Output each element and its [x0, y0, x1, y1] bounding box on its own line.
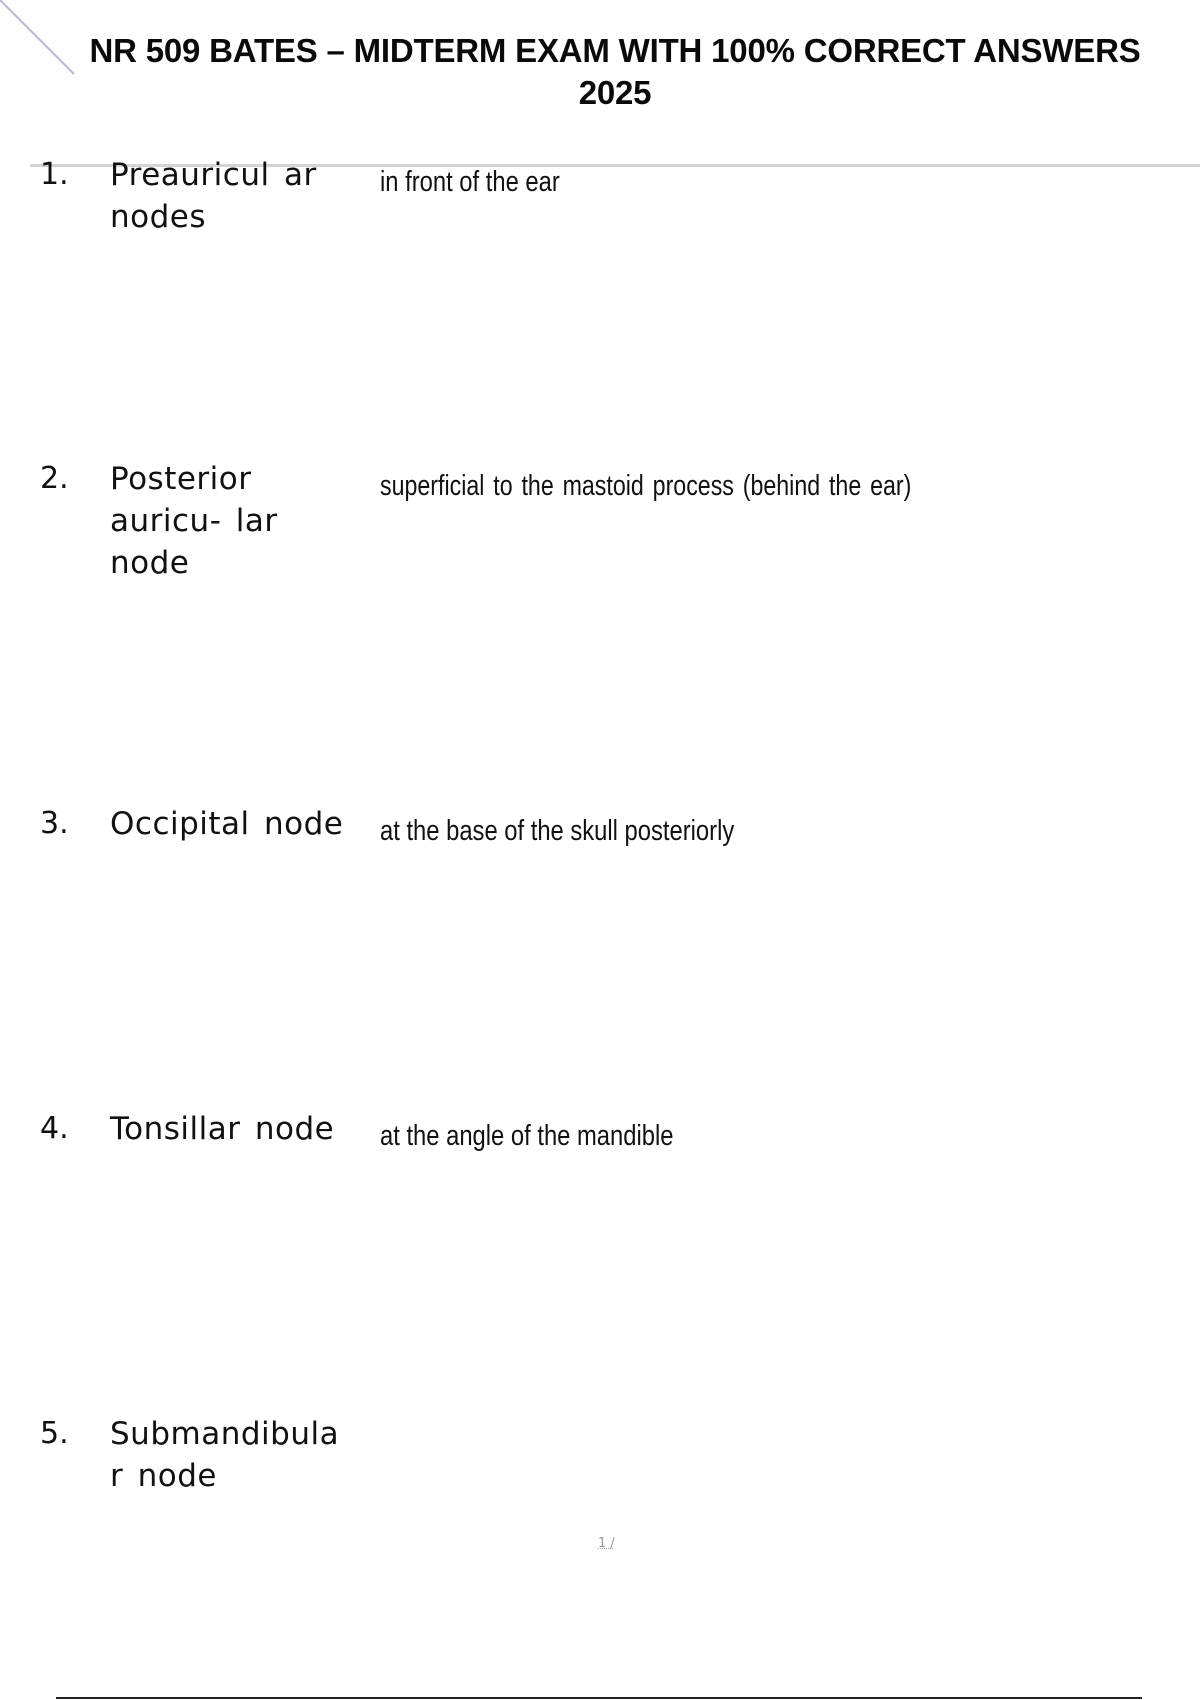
- page-number: 1 /: [598, 1536, 615, 1551]
- question-answer: at the angle of the mandible: [380, 1120, 674, 1152]
- question-number: 3.: [40, 806, 69, 841]
- question-answer: at the base of the skull posteriorly: [380, 815, 735, 847]
- question-term: Submandibula r node: [110, 1416, 340, 1494]
- question-term: Preauricul ar nodes: [110, 157, 317, 235]
- question-answer: in front of the ear: [380, 166, 560, 198]
- footer-divider: [56, 1697, 1142, 1699]
- document-title: [30, 30, 1200, 114]
- question-answer: superficial to the mastoid process (behind the ear): [380, 470, 912, 502]
- title-line-1: NR 509 BATES – MIDTERM EXAM WITH 100% CORRECT ANSWERS: [89, 32, 1141, 69]
- title-line-2: 2025: [578, 74, 652, 111]
- question-number: 1.: [40, 157, 69, 192]
- question-number: 4.: [40, 1111, 69, 1146]
- question-term: Tonsillar node: [110, 1111, 335, 1147]
- question-term: Posterior auricu- lar node: [110, 461, 278, 581]
- question-number: 2.: [40, 461, 69, 496]
- question-number: 5.: [40, 1416, 69, 1451]
- question-term: Occipital node: [110, 806, 344, 842]
